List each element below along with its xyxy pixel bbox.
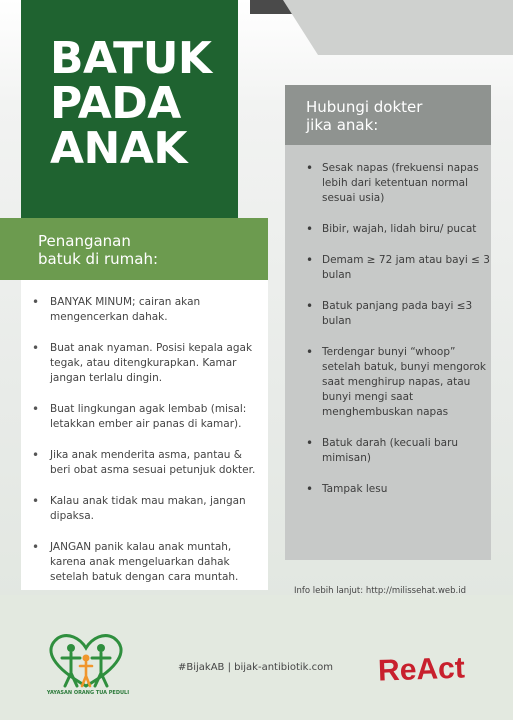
title-line: PADA [50,78,181,129]
info-link[interactable]: Info lebih lanjut: http://milissehat.web.id [294,586,466,596]
list-item: • Batuk darah (kecuali baru mimisan) [300,436,490,466]
list-item: • Buat anak nyaman. Posisi kepala agak tegak, atau ditengkurapkan. Kamar jangan terlalu dingin. [26,341,264,386]
react-logo-icon [376,646,472,690]
list-item: • Buat lingkungan agak lembab (misal: letakkan ember air panas di kamar). [26,402,264,432]
list-item: • Jika anak menderita asma, pantau & beri obat asma sesuai petunjuk dokter. [26,448,264,478]
list-item: • Sesak napas (frekuensi napas lebih dari ketentuan normal sesuai usia) [300,161,490,206]
list-item: • Batuk panjang pada bayi ≤3 bulan [300,299,490,329]
list-item: • JANGAN panik kalau anak muntah, karena anak mengeluarkan dahak setelah batuk dengan cara muntah. [26,540,264,585]
list-item: • Tampak lesu [300,482,490,497]
top-wedge-decoration [283,0,513,55]
hashtag-website[interactable]: #BijakAB | bijak-antibiotik.com [178,662,334,673]
home-care-heading: Penanganan batuk di rumah: [38,232,159,268]
org-logo-icon [36,628,136,698]
org-name: YAYASAN ORANG TUA PEDULI [46,690,130,696]
react-logo-text: ReAct [377,651,466,688]
page-title [50,33,212,174]
doctor-heading: Hubungi dokter jika anak: [306,98,423,134]
title-line: ANAK [50,123,188,174]
list-item: • Terdengar bunyi “whoop” setelah batuk, bunyi mengorok saat menghirup napas, atau bunyi mengi saat menghembuskan napas [300,345,490,420]
list-item: • Kalau anak tidak mau makan, jangan dipaksa. [26,494,264,524]
title-line: BATUK [50,33,212,84]
list-item: • Demam ≥ 72 jam atau bayi ≤ 3 bulan [300,253,490,283]
list-item: • BANYAK MINUM; cairan akan mengencerkan dahak. [26,295,264,325]
list-item: • Bibir, wajah, lidah biru/ pucat [300,222,490,237]
home-care-list [26,295,264,601]
doctor-list [300,161,490,513]
